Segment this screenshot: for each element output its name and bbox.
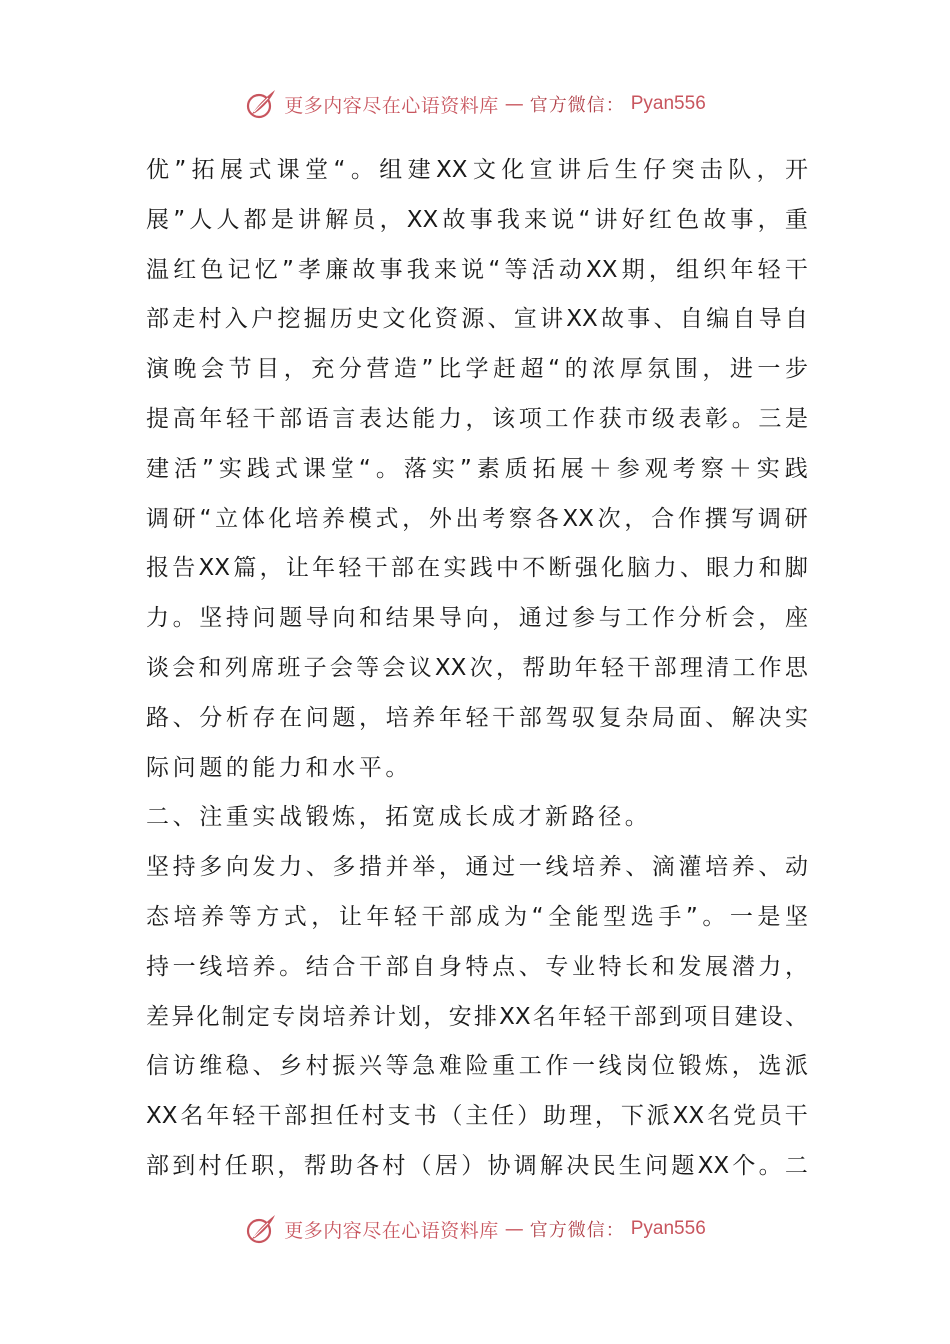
text-line: 路 、 分 析 存 在 问 题 ， 培 养 年 轻 干 部 驾 驭 复 杂 局 面 、 解 决 实 — [146, 704, 808, 731]
watermark-wechat-label: 官方微信： — [529, 95, 625, 116]
text-line: 差 异 化 制 定 专 岗 培 养 计 划 ， 安 排 XX 名 年 轻 干 部 到 项 目 建 设 、 — [146, 1003, 808, 1030]
text-line: 调 研 “ 立 体 化 培 养 模 式 ， 外 出 考 察 各 XX 次 ， 合 作 撰 写 调 研 — [146, 505, 808, 532]
watermark-brand: 更多内容尽在心语资料库 — [284, 94, 499, 117]
watermark-wechat-label: 官方微信： — [529, 1220, 625, 1241]
watermark-wechat-id: Pyan556 — [630, 1218, 706, 1239]
text-line: 态 培 养 等 方 式 ， 让 年 轻 干 部 成 为 “ 全 能 型 选 手 ” 。 一 是 坚 — [146, 903, 808, 930]
watermark-wechat-id: Pyan556 — [630, 93, 706, 114]
quill-logo-icon — [244, 87, 278, 121]
text-line: 报 告 XX 篇 ， 让 年 轻 干 部 在 实 践 中 不 断 强 化 脑 力 、 眼 力 和 脚 — [146, 555, 808, 582]
watermark-footer — [0, 1209, 950, 1249]
text-line: 持 一 线 培 养 。 结 合 干 部 自 身 特 点 、 专 业 特 长 和 发 展 潜 力 ， — [146, 953, 808, 980]
text-line: 建 活 ” 实 践 式 课 堂 “ 。 落 实 ” 素 质 拓 展 ＋ 参 观 考 察 ＋ 实 践 — [146, 455, 808, 482]
text-line: 信 访 维 稳 、 乡 村 振 兴 等 急 难 险 重 工 作 一 线 岗 位 锻 炼 ， 选 派 — [146, 1053, 808, 1080]
text-line: 展 ” 人 人 都 是 讲 解 员 ， XX 故 事 我 来 说 “ 讲 好 红 色 故 事 ， 重 — [146, 206, 808, 233]
text-line: 力 。 坚 持 问 题 导 向 和 结 果 导 向 ， 通 过 参 与 工 作 分 析 会 ， 座 — [146, 605, 808, 632]
document-body — [146, 146, 808, 1192]
watermark-separator: — — [504, 93, 524, 115]
text-line: 温 红 色 记 忆 ” 孝 廉 故 事 我 来 说 “ 等 活 动 XX 期 ， 组 织 年 轻 干 — [146, 256, 808, 283]
text-line: 部 到 村 任 职 ， 帮 助 各 村 （ 居 ） 协 调 解 决 民 生 问 题 XX 个 。 二 — [146, 1152, 808, 1179]
text-line: 际问题的能力和水平。 — [146, 754, 412, 781]
text-line: 二、注重实战锻炼，拓宽成长成才新路径。 — [146, 804, 652, 831]
watermark-header — [0, 84, 950, 124]
quill-logo-icon — [244, 1212, 278, 1246]
text-line: 部 走 村 入 户 挖 掘 历 史 文 化 资 源 、 宣 讲 XX 故 事 、 自 编 自 导 自 — [146, 306, 808, 333]
text-line: XX 名 年 轻 干 部 担 任 村 支 书 （ 主 任 ） 助 理 ， 下 派 XX 名 党 员 干 — [146, 1103, 808, 1130]
watermark-separator: — — [504, 1218, 524, 1240]
text-line: 优 ” 拓 展 式 课 堂 “ 。 组 建 XX 文 化 宣 讲 后 生 仔 突 击 队 ， 开 — [146, 157, 808, 183]
watermark-brand: 更多内容尽在心语资料库 — [284, 1219, 499, 1242]
text-line: 提 高 年 轻 干 部 语 言 表 达 能 力 ， 该 项 工 作 获 市 级 表 彰 。 三 是 — [146, 405, 808, 432]
text-line: 谈 会 和 列 席 班 子 会 等 会 议 XX 次 ， 帮 助 年 轻 干 部 理 清 工 作 思 — [146, 654, 808, 681]
text-line: 演 晚 会 节 目 ， 充 分 营 造 ” 比 学 赶 超 “ 的 浓 厚 氛 围 ， 进 一 步 — [146, 356, 808, 383]
text-line: 坚 持 多 向 发 力 、 多 措 并 举 ， 通 过 一 线 培 养 、 滴 灌 培 养 、 动 — [146, 854, 808, 881]
